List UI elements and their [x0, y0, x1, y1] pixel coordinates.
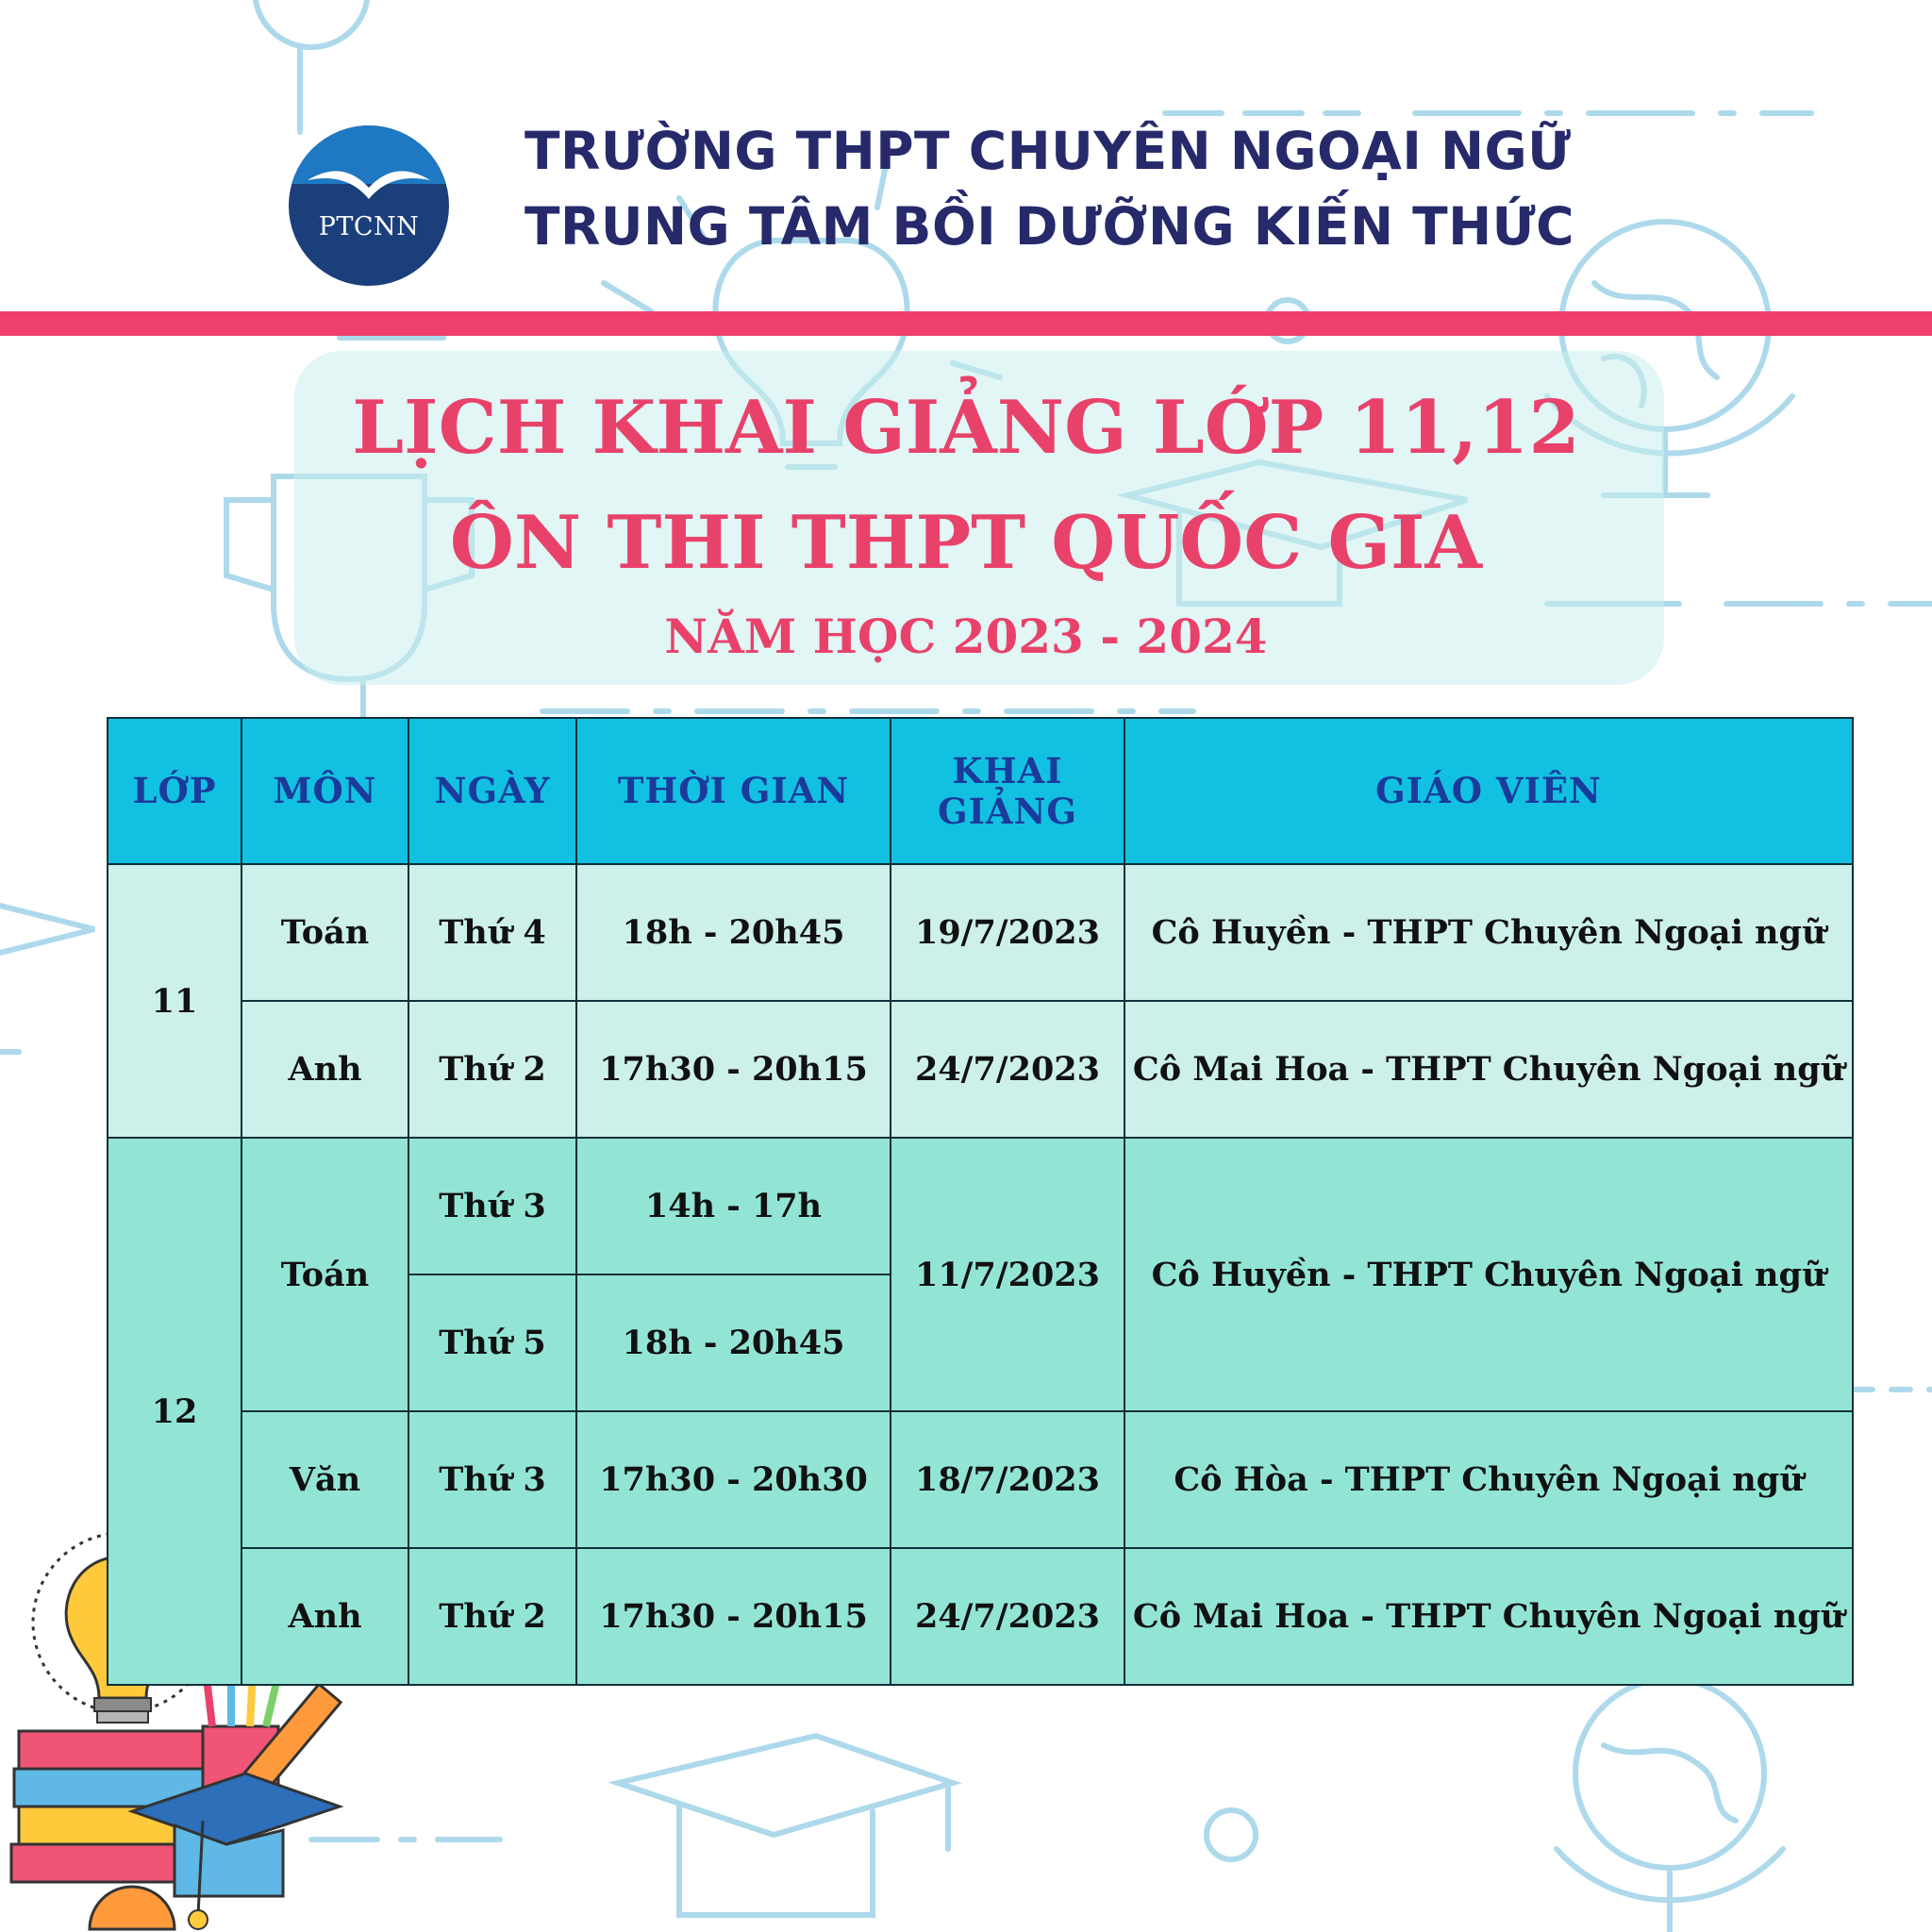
logo-text: PTCNN	[318, 212, 420, 242]
page-subtitle: ÔN THI THPT QUỐC GIA	[449, 500, 1483, 586]
teacher-cell: Cô Huyền - THPT Chuyên Ngoại ngữ	[1124, 1138, 1853, 1411]
time-cell: 18h - 20h45	[576, 1274, 891, 1411]
time-cell: 14h - 17h	[576, 1138, 891, 1274]
grade-cell: 11	[108, 864, 242, 1138]
school-name: TRƯỜNG THPT CHUYÊN NGOẠI NGỮ	[525, 121, 1572, 181]
school-year: NĂM HỌC 2023 - 2024	[664, 608, 1268, 664]
day-cell: Thứ 2	[408, 1548, 576, 1685]
schedule-table	[107, 717, 1854, 1686]
grade-cell: 12	[108, 1138, 242, 1685]
subject-cell: Anh	[242, 1548, 408, 1685]
header-divider	[0, 311, 1932, 336]
table-row	[108, 1411, 1853, 1548]
table-row	[108, 1138, 1853, 1274]
table-row	[108, 1548, 1853, 1685]
header-lop: LỚP	[108, 718, 242, 864]
teacher-cell: Cô Mai Hoa - THPT Chuyên Ngoại ngữ	[1124, 1548, 1853, 1685]
day-cell: Thứ 3	[408, 1138, 576, 1274]
start-date-cell: 11/7/2023	[891, 1138, 1124, 1411]
day-cell: Thứ 3	[408, 1411, 576, 1548]
teacher-cell: Cô Hòa - THPT Chuyên Ngoại ngữ	[1124, 1411, 1853, 1548]
center-name: TRUNG TÂM BỒI DƯỠNG KIẾN THỨC	[525, 196, 1574, 257]
table-row	[108, 864, 1853, 1001]
header-khai-giang: KHAI GIẢNG	[891, 718, 1124, 864]
subject-cell: Văn	[242, 1411, 408, 1548]
subject-cell: Toán	[242, 1138, 408, 1411]
header-ngay: NGÀY	[408, 718, 576, 864]
graduation-cap-bottom-icon	[618, 1736, 953, 1915]
subject-cell: Toán	[242, 864, 408, 1001]
mortarboard-left-icon	[0, 906, 94, 953]
protractor-icon	[90, 1887, 175, 1929]
time-cell: 17h30 - 20h30	[576, 1411, 891, 1548]
time-cell: 17h30 - 20h15	[576, 1548, 891, 1685]
start-date-cell: 19/7/2023	[891, 864, 1124, 1001]
start-date-cell: 24/7/2023	[891, 1001, 1124, 1138]
start-date-cell: 24/7/2023	[891, 1548, 1124, 1685]
school-logo	[289, 125, 449, 286]
day-cell: Thứ 4	[408, 864, 576, 1001]
table-row	[108, 1001, 1853, 1138]
time-cell: 17h30 - 20h15	[576, 1001, 891, 1138]
ring-bottom-icon	[1207, 1810, 1256, 1859]
teacher-cell: Cô Mai Hoa - THPT Chuyên Ngoại ngữ	[1124, 1001, 1853, 1138]
page-title: LỊCH KHAI GIẢNG LỚP 11,12	[352, 385, 1580, 471]
day-cell: Thứ 5	[408, 1274, 576, 1411]
header-mon: MÔN	[242, 718, 408, 864]
teacher-cell: Cô Huyền - THPT Chuyên Ngoại ngữ	[1124, 864, 1853, 1001]
time-cell: 18h - 20h45	[576, 864, 891, 1001]
magnifier-icon	[255, 0, 368, 132]
header-thoi-gian: THỜI GIAN	[576, 718, 891, 864]
globe-bottom-icon	[1557, 1679, 1783, 1932]
start-date-cell: 18/7/2023	[891, 1411, 1124, 1548]
seagull-icon	[289, 125, 449, 286]
day-cell: Thứ 2	[408, 1001, 576, 1138]
table-header-row	[108, 718, 1853, 864]
subject-cell: Anh	[242, 1001, 408, 1138]
header-giao-vien: GIÁO VIÊN	[1124, 718, 1853, 864]
